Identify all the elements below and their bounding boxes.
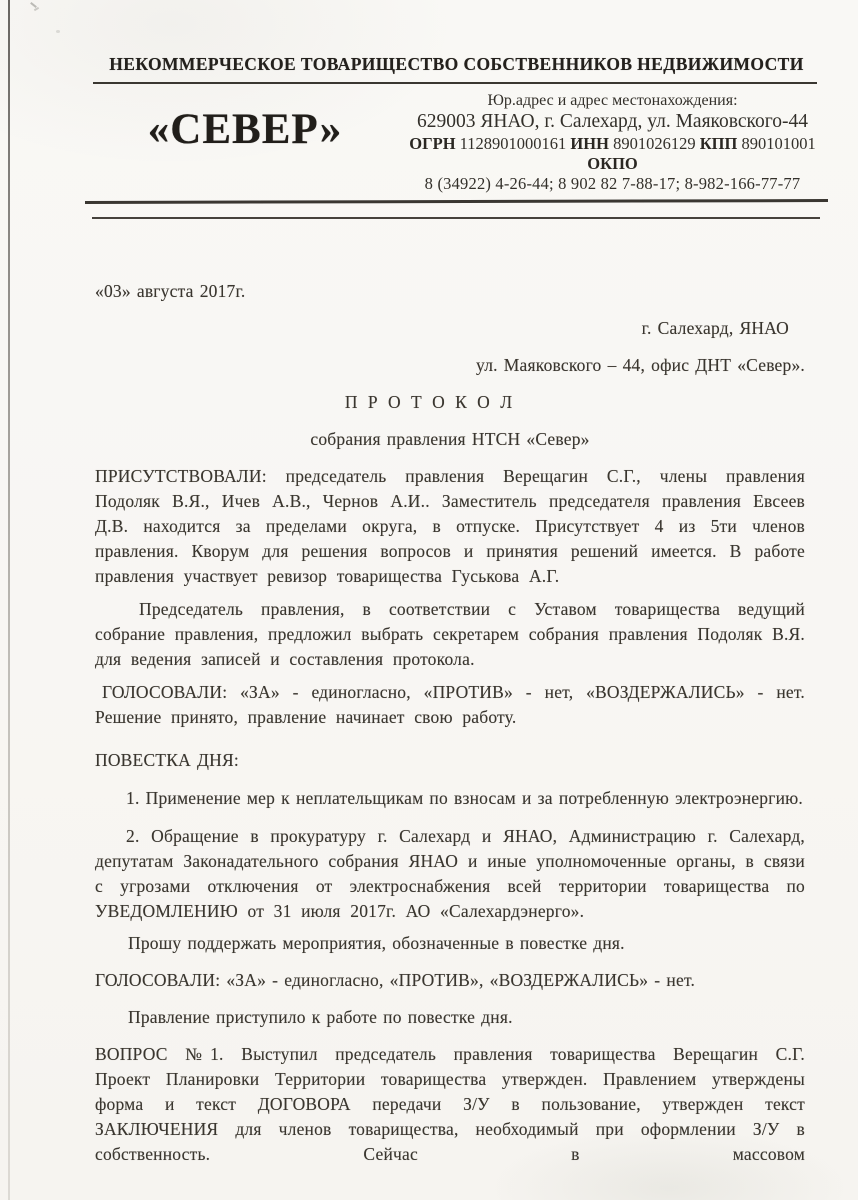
separator-rule-top [85, 199, 828, 204]
paragraph-chairman-proposal: Председатель правления, в соответствии с Уставом товарищества ведущий собрание правления, предложил выбрать секретарем собрания правления Подоляк В.Я. для ведения записей и составления протокола. [95, 599, 805, 669]
address-block [395, 87, 830, 194]
document-date: «03» августа 2017г. [95, 281, 246, 301]
scan-speck [34, 7, 39, 11]
organization-type-heading: НЕКОММЕРЧЕСКОЕ ТОВАРИЩЕСТВО СОБСТВЕННИКОВ НЕДВИЖИМОСТИ [109, 54, 804, 74]
address-label: Юр.адрес и адрес местонахождения: [487, 92, 738, 109]
agenda-item-1: 1. Применение мер к неплательщикам по взносам и за потребленную электроэнергию. [126, 788, 804, 808]
masthead [95, 87, 830, 194]
separator-rule-bottom [92, 217, 820, 219]
paragraph-question-1: ВОПРОС №1. Выступил председатель правления товарищества Верещагин С.Г. Проект Планировки Территории товарищества утвержден. Правлением утверждены форма и текст ДОГОВОРА передачи З/У в пользование, утвержден текст ЗАКЛЮЧЕНИЯ для членов товарищества, необходимый при оформлении З/У в собственность. Сейчас в массовом [95, 1044, 805, 1164]
legal-address: 629003 ЯНАО, г. Салехард, ул. Маяковского-44 [416, 111, 809, 132]
document-title: П Р О Т О К О Л [344, 392, 516, 412]
scan-speck [56, 30, 60, 33]
document-subtitle: собрания правления НТСН «Север» [310, 429, 590, 449]
kpp-value: 890101001 [741, 134, 816, 153]
letterhead [0, 53, 858, 219]
document-body [95, 279, 805, 1167]
inn-label: ИНН [570, 134, 609, 153]
ogrn-value: 1128901000161 [459, 134, 567, 153]
organization-name: «СЕВЕР» [147, 106, 343, 153]
scan-edge-artifact [8, 0, 10, 1200]
place-line-city: г. Салехард, ЯНАО [641, 318, 789, 338]
paragraph-support-request: Прошу поддержать мероприятия, обозначенные в повестке дня. [128, 933, 625, 953]
agenda-item-2: 2. Обращение в прокуратуру г. Салехард и ЯНАО, Администрацию г. Салехард, депутатам Законадательного собрания ЯНАО и иные уполномоченные органы, в связи с угрозами отключения от электроснабжения всей территории товарищества по УВЕДОМЛЕНИЮ от 31 июля 2017г. АО «Салехардэнерго». [95, 826, 805, 921]
paragraph-vote-result-2: ГОЛОСОВАЛИ: «ЗА» - единогласно, «ПРОТИВ», «ВОЗДЕРЖАЛИСЬ» - нет. [95, 970, 696, 990]
phone-numbers: 8 (34922) 4-26-44; 8 902 82 7-88-17; 8-982-166-77-77 [424, 174, 801, 193]
paragraph-vote-result-1: ГОЛОСОВАЛИ: «ЗА» - единогласно, «ПРОТИВ» - нет, «ВОЗДЕРЖАЛИСЬ» - нет. Решение принято, правление начинает свою работу. [95, 682, 805, 727]
paragraph-attendees: ПРИСУТСТВОВАЛИ: председатель правления Верещагин С.Г., члены правления Подоляк В.Я., Ичев А.В., Чернов А.И.. Заместитель председателя правления Евсеев Д.В. находится за пределами округа, в отпуске. Присутствует 4 из 5ти членов правления. Кворум для решения вопросов и принятия решений имеется. В работе правления участвует ревизор товарищества Гуськова А.Г. [95, 466, 805, 586]
paragraph-start-work: Правление приступило к работе по повестке дня. [128, 1007, 513, 1027]
heading-underline [93, 82, 817, 84]
kpp-label: КПП [699, 134, 738, 153]
registration-numbers [395, 134, 830, 174]
agenda-heading: ПОВЕСТКА ДНЯ: [95, 750, 239, 770]
place-line-street: ул. Маяковского – 44, офис ДНТ «Север». [476, 355, 805, 375]
ogrn-label: ОГРН [409, 134, 456, 153]
okpo-label: ОКПО [587, 154, 638, 173]
inn-value: 8901026129 [613, 134, 696, 153]
